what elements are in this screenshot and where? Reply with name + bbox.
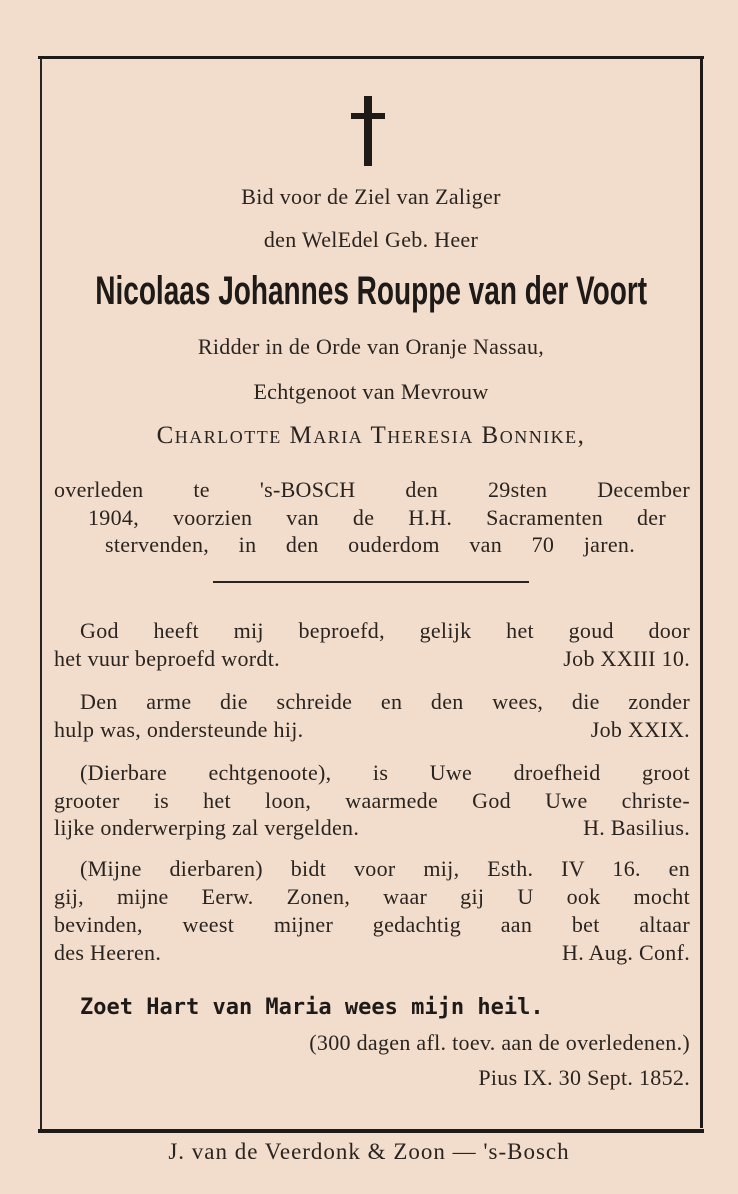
printer-credit: J. van de Veerdonk & Zoon — 's-Bosch — [168, 1139, 570, 1164]
quote-line: grooter is het loon, waarmede God Uwe christe- — [54, 788, 690, 813]
indulgence-source: Pius IX. 30 Sept. 1852. — [478, 1065, 690, 1090]
death-line: overleden te 's-BOSCH den 29sten December — [54, 477, 690, 502]
cross-icon — [351, 96, 385, 166]
quote-last-row — [54, 646, 690, 671]
honorific-title: Ridder in de Orde van Oranje Nassau, — [197, 334, 545, 359]
death-line: 1904, voorzien van de H.H. Sacramenten der — [88, 505, 666, 530]
frame-border-top — [38, 56, 704, 59]
deceased-name-row — [42, 268, 700, 314]
prayer-line: Zoet Hart van Maria wees mijn heil. — [80, 995, 544, 1020]
quote-line: (Dierbare echtgenoote), is Uwe droefheid groot — [80, 760, 690, 785]
quote-source: Job XXIX. — [590, 717, 690, 742]
spouse-intro: Echtgenoot van Mevrouw — [253, 379, 489, 404]
quote-line: gij, mijne Eerw. Zonen, waar gij U ook mocht — [54, 884, 690, 909]
quote-source: H. Basilius. — [583, 815, 690, 840]
quote-last-row — [54, 815, 690, 840]
quote-line: (Mijne dierbaren) bidt voor mij, Esth. IV 16. en — [80, 856, 690, 881]
quote-line: hulp was, ondersteunde hij. — [54, 717, 304, 742]
indulgence-note: (300 dagen afl. toev. aan de overledenen.) — [309, 1030, 690, 1055]
quote-line: God heeft mij beproefd, gelijk het goud door — [80, 618, 690, 643]
quote-last-row — [54, 940, 690, 965]
intro-line-2: den WelEdel Geb. Heer — [263, 227, 479, 252]
quote-source: Job XXIII 10. — [563, 646, 690, 671]
frame-border-left — [40, 58, 42, 1132]
intro-line-1: Bid voor de Ziel van Zaliger — [241, 184, 501, 209]
spouse-name: Charlotte Maria Theresia Bonnike, — [156, 422, 586, 449]
quote-line: des Heeren. — [54, 940, 162, 965]
quote-last-row — [54, 717, 690, 742]
divider-rule — [213, 581, 529, 583]
quote-line: bevinden, weest mijner gedachtig aan bet altaar — [54, 912, 690, 937]
quote-line: Den arme die schreide en den wees, die zonder — [80, 689, 690, 714]
deceased-name: Nicolaas Johannes Rouppe van der Voort — [95, 269, 647, 313]
frame-border-right — [700, 58, 703, 1128]
quote-line: lijke onderwerping zal vergelden. — [54, 815, 360, 840]
frame-border-bottom — [38, 1129, 704, 1133]
quote-line: het vuur beproefd wordt. — [54, 646, 280, 671]
death-line: stervenden, in den ouderdom van 70 jaren. — [105, 532, 635, 557]
quote-source: H. Aug. Conf. — [562, 940, 690, 965]
